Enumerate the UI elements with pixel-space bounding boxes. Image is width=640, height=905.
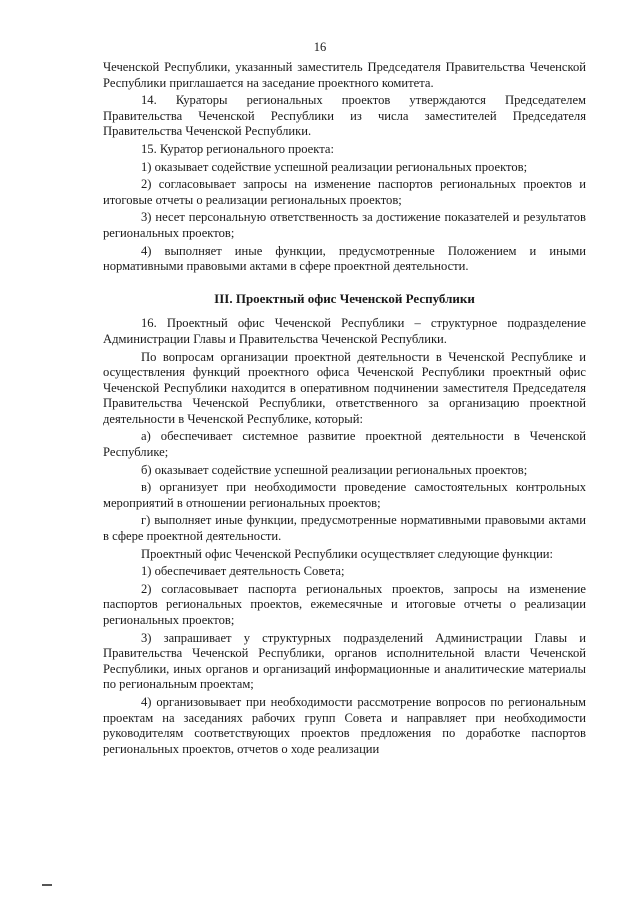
paragraph-group-top — [103, 60, 586, 275]
paragraph: в) организует при необходимости проведение самостоятельных контрольных мероприятий в отношении региональных проектов; — [103, 480, 586, 510]
page-number: 16 — [313, 40, 327, 54]
paragraph: г) выполняет иные функции, предусмотренные нормативными правовыми актами в сфере проектной деятельности. — [103, 513, 586, 544]
scan-mark — [42, 884, 52, 886]
paragraph: а) обеспечивает системное развитие проектной деятельности в Чеченской Республике; — [103, 429, 586, 460]
paragraph: Чеченской Республики, указанный заместитель Председателя Правительства Чеченской Республики приглашается на заседание проектного комитета. — [103, 60, 586, 90]
paragraph: 3) запрашивает у структурных подразделений Администрации Главы и Правительства Чеченской Республики, органов исполнительной власти Чеченской Республики, иных органов и организаций информационные и аналитические материалы по региональным проектам; — [103, 630, 586, 692]
paragraph: 1) обеспечивает деятельность Совета; — [141, 564, 345, 579]
paragraph-group-bottom — [103, 316, 586, 757]
paragraph: По вопросам организации проектной деятельности в Чеченской Республике и осуществления функций проектного офиса Чеченской Республики проектный офис Чеченской Республики находится в оперативном подчинении заместителя Председателя Правительства Чеченской Республики, ответственного за организацию проектной деятельности в Чеченской Республике, который: — [103, 349, 586, 426]
paragraph: 4) организовывает при необходимости рассмотрение вопросов по региональным проектам на заседаниях рабочих групп Совета и направляет при необходимости руководителям соответствующих проектов предложения по доработке паспортов региональных проектов, отчетов о ходе реализации — [103, 694, 586, 756]
paragraph: 15. Куратор регионального проекта: — [141, 141, 334, 156]
paragraph: б) оказывает содействие успешной реализации региональных проектов; — [141, 462, 528, 477]
paragraph: 14. Кураторы региональных проектов утверждаются Председателем Правительства Чеченской Республики из числа заместителей Председателя Правительства Чеченской Республики. — [103, 93, 586, 139]
section-heading: III. Проектный офис Чеченской Республики — [214, 290, 475, 306]
paragraph: 2) согласовывает запросы на изменение паспортов региональных проектов и итоговые отчеты о реализации региональных проектов; — [103, 177, 586, 207]
paragraph: Проектный офис Чеченской Республики осуществляет следующие функции: — [141, 546, 554, 561]
paragraph: 3) несет персональную ответственность за достижение показателей и результатов региональных проектов; — [103, 210, 586, 240]
paragraph: 4) выполняет иные функции, предусмотренные Положением и иными нормативными правовыми актами в сфере проектной деятельности. — [103, 243, 586, 274]
document-body — [103, 60, 586, 759]
paragraph: 2) согласовывает паспорта региональных проектов, запросы на изменение паспортов региональных проектов, ежемесячные и итоговые отчеты о реализации региональных проектов; — [103, 581, 586, 627]
paragraph: 1) оказывает содействие успешной реализации региональных проектов; — [141, 159, 528, 174]
paragraph: 16. Проектный офис Чеченской Республики – структурное подразделение Администрации Главы и Правительства Чеченской Республики. — [103, 316, 586, 346]
